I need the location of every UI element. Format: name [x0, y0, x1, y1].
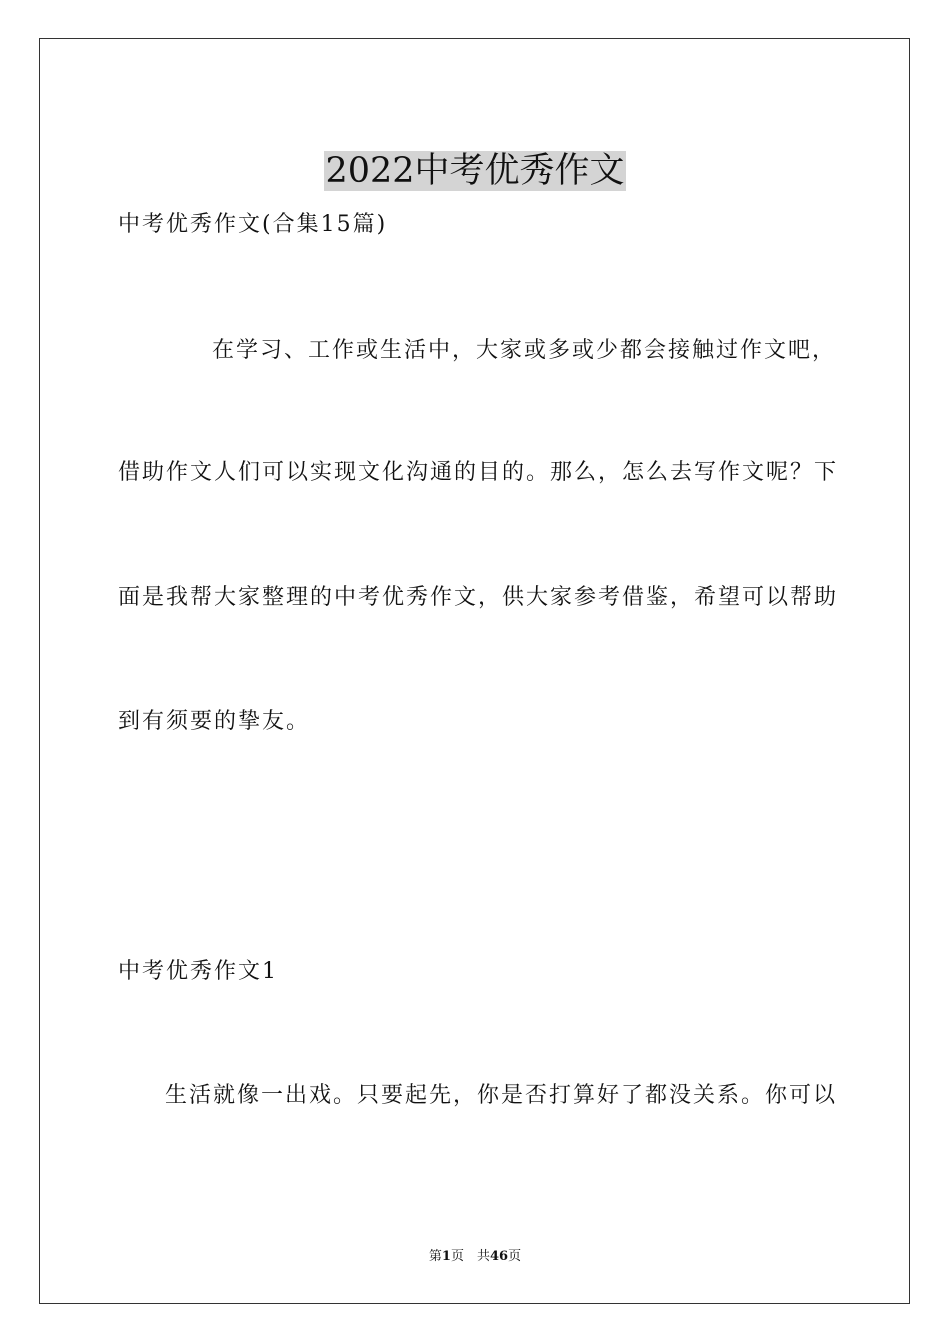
footer-suffix: 页 — [508, 1249, 522, 1264]
intro-paragraph-line: 借助作文人们可以实现文化沟通的目的。那么，怎么去写作文呢？下 — [118, 460, 839, 485]
page-footer — [0, 1248, 950, 1266]
intro-paragraph-line: 到有须要的挚友。 — [118, 709, 311, 734]
footer-mid: 页 共 — [450, 1249, 490, 1264]
section-paragraph-line: 生活就像一出戏。只要起先，你是否打算好了都没关系。你可以 — [165, 1083, 838, 1108]
document-subtitle: 中考优秀作文(合集15篇) — [118, 212, 388, 237]
footer-page-number: 1 — [441, 1249, 451, 1264]
intro-paragraph-line: 在学习、工作或生活中，大家或多或少都会接触过作文吧， — [212, 338, 837, 363]
footer-total-pages: 46 — [489, 1249, 509, 1264]
section-heading: 中考优秀作文1 — [118, 959, 278, 984]
intro-paragraph-line: 面是我帮大家整理的中考优秀作文，供大家参考借鉴，希望可以帮助 — [118, 585, 839, 610]
document-title — [0, 151, 950, 191]
document-title-text: 2022中考优秀作文 — [325, 151, 625, 192]
footer-prefix: 第 — [428, 1249, 442, 1264]
